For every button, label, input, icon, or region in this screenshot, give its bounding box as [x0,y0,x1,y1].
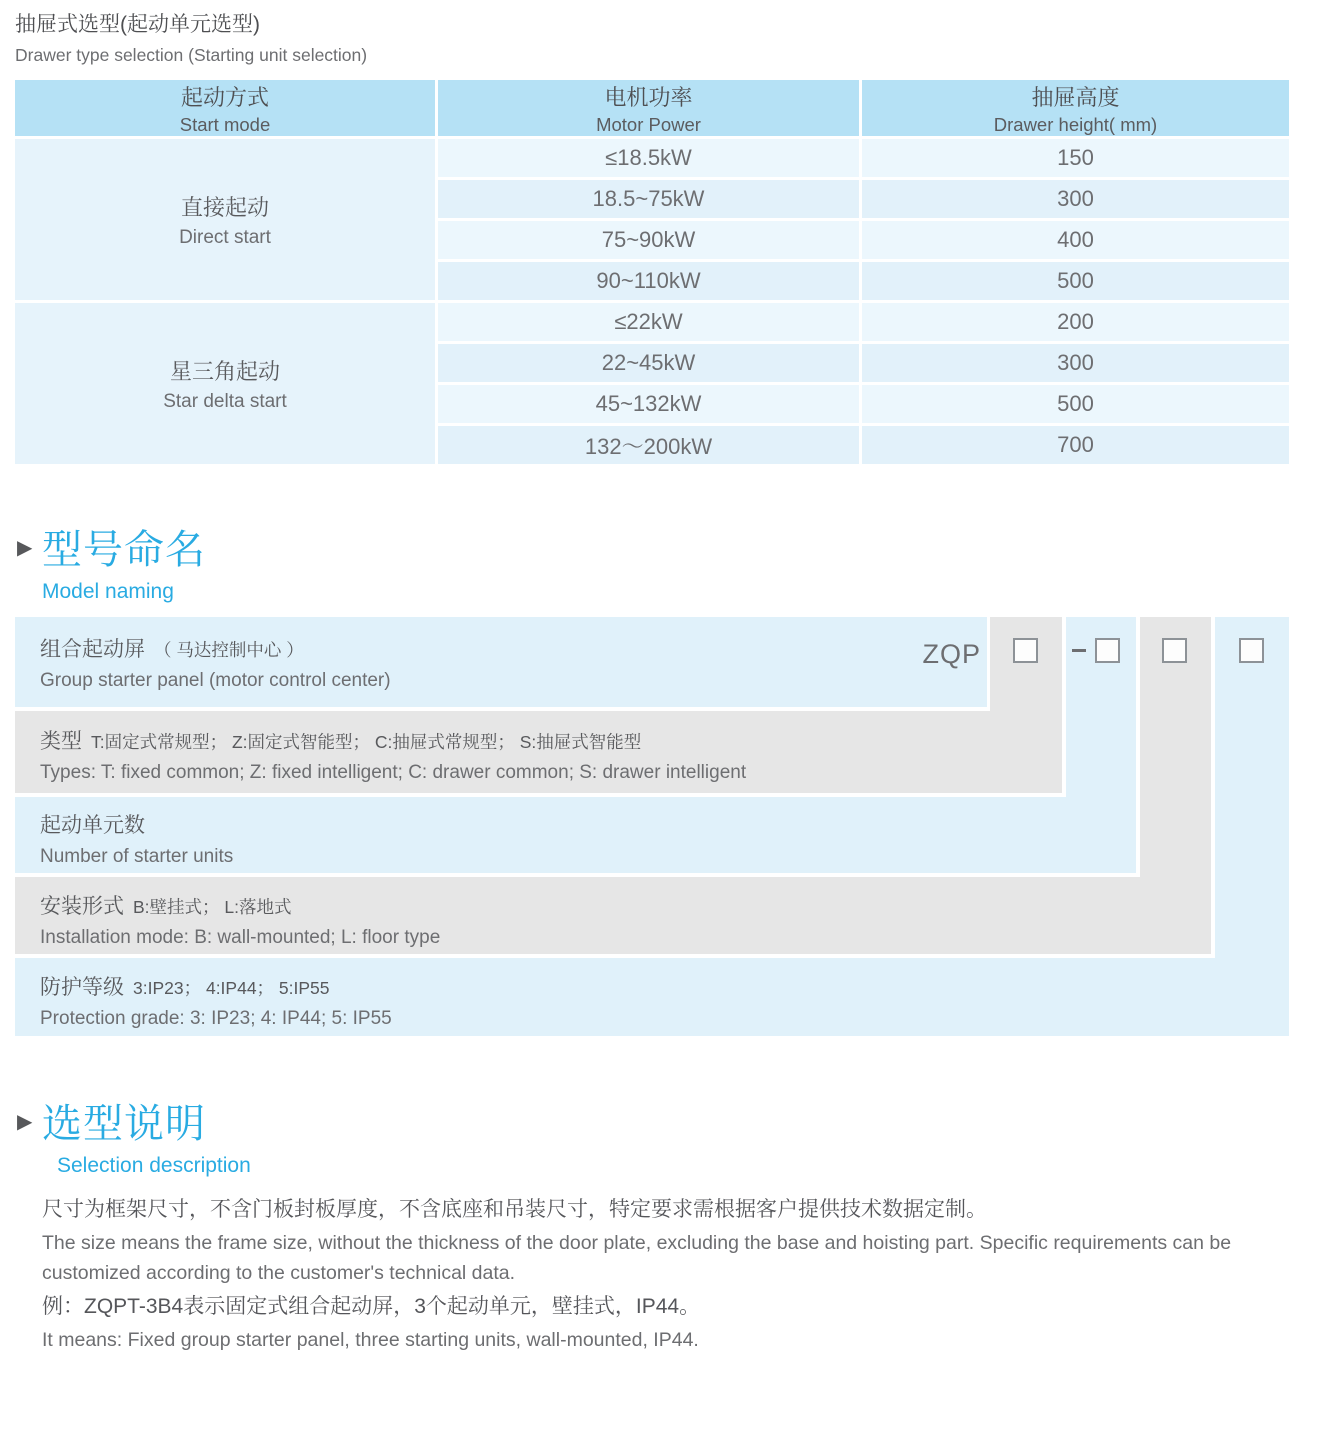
table-header-drawer-height [862,80,1289,136]
model-row-label-cn: 起动单元数 [40,814,145,837]
table-header-motor-power [438,80,859,136]
table-cell-power: ≤22kW [438,303,859,341]
page-title [15,8,367,66]
model-row-en: Number of starter units [40,846,234,867]
table-cell-power: 18.5~75kW [438,180,859,218]
header-start-mode-cn: 起动方式 [180,84,269,110]
mode-direct-cn: 直接起动 [180,194,269,220]
mode-star-delta-en: Star delta start [163,390,287,412]
table-cell-power: ≤18.5kW [438,139,859,177]
model-row-label-cn: 防护等级 [40,976,124,999]
section-heading-selection-description [15,1092,251,1178]
selection-description-body [42,1194,1290,1358]
header-start-mode-en: Start mode [179,113,271,135]
table-cell-power: 45~132kW [438,385,859,423]
dash-icon [1072,649,1086,652]
model-naming-diagram [15,617,1289,1036]
table-cell-height: 700 [862,426,1289,464]
header-drawer-height-en: Drawer height( mm) [993,113,1158,135]
model-digit-box-icon [1013,638,1038,663]
table-cell-power: 22~45kW [438,344,859,382]
mode-cell-star-delta-start [15,303,435,464]
model-row-detail-cn: T:固定式常规型； Z:固定式智能型； C:抽屉式常规型； S:抽屉式智能型 [91,732,642,752]
model-digit-box-icon [1162,638,1187,663]
section-title-en: Selection description [57,1154,251,1177]
model-code-column-3 [1140,617,1211,954]
model-row-detail-cn: B:壁挂式； L:落地式 [133,897,292,917]
model-row-en: Group starter panel (motor control center) [40,670,391,691]
description-example-en: It means: Fixed group starter panel, three starting units, wall-mounted, IP44. [42,1329,699,1351]
model-row-text-protection-grade [40,971,392,1030]
model-row-en: Types: T: fixed common; Z: fixed intelligent; C: drawer common; S: drawer intelligent [40,762,747,783]
table-cell-height: 150 [862,139,1289,177]
model-row-text-installation-mode [40,890,440,949]
model-digit-box-icon [1239,638,1264,663]
triangle-bullet-icon: ▶ [17,535,33,559]
page-title-cn: 抽屉式选型(起动单元选型) [15,13,260,36]
model-code-prefix: ZQP [922,639,981,669]
table-cell-height: 300 [862,344,1289,382]
model-row-label-cn: 组合起动屏 [40,638,145,661]
drawer-selection-table [15,80,1289,464]
header-drawer-height-cn: 抽屉高度 [1031,84,1120,110]
model-row-text-group-starter-panel [40,633,391,692]
table-cell-power: 75~90kW [438,221,859,259]
model-row-label-cn: 安装形式 [40,895,124,918]
description-line-en: The size means the frame size, without the thickness of the door plate, excluding the base and hoisting part. Specific requirements can be customized according to the customer's technical data. [42,1232,1232,1284]
section-heading-model-naming [15,518,206,604]
table-header-start-mode [15,80,435,136]
triangle-bullet-icon: ▶ [17,1109,33,1133]
model-row-text-starter-units [40,809,233,868]
page-title-en: Drawer type selection (Starting unit selection) [15,45,368,65]
section-title-en: Model naming [42,580,174,603]
mode-cell-direct-start [15,139,435,300]
table-cell-height: 200 [862,303,1289,341]
header-motor-power-en: Motor Power [596,113,701,135]
section-title-cn: 型号命名 [42,528,206,572]
model-digit-box-icon [1095,638,1120,663]
header-motor-power-cn: 电机功率 [604,84,693,110]
model-row-text-types [40,725,746,784]
description-example-cn: 例：ZQPT-3B4表示固定式组合起动屏，3个起动单元，壁挂式，IP44。 [42,1295,701,1318]
model-row-en: Protection grade: 3: IP23; 4: IP44; 5: IP55 [40,1008,392,1029]
mode-direct-en: Direct start [179,226,271,248]
model-row-label-cn: 类型 [40,730,82,753]
model-code-column-4 [1215,617,1289,1036]
model-row-en: Installation mode: B: wall-mounted; L: floor type [40,927,441,948]
table-cell-power: 132～200kW [438,426,859,464]
table-cell-height: 500 [862,385,1289,423]
table-cell-power: 90~110kW [438,262,859,300]
model-row-detail-cn: （ 马达控制中心 ） [154,640,304,660]
mode-star-delta-cn: 星三角起动 [169,358,280,384]
section-title-cn: 选型说明 [42,1102,206,1146]
table-cell-height: 400 [862,221,1289,259]
table-cell-height: 300 [862,180,1289,218]
table-cell-height: 500 [862,262,1289,300]
description-line-cn: 尺寸为框架尺寸，不含门板封板厚度，不含底座和吊装尺寸，特定要求需根据客户提供技术数据定制。 [42,1198,987,1221]
model-row-detail-cn: 3:IP23； 4:IP44； 5:IP55 [133,978,330,998]
